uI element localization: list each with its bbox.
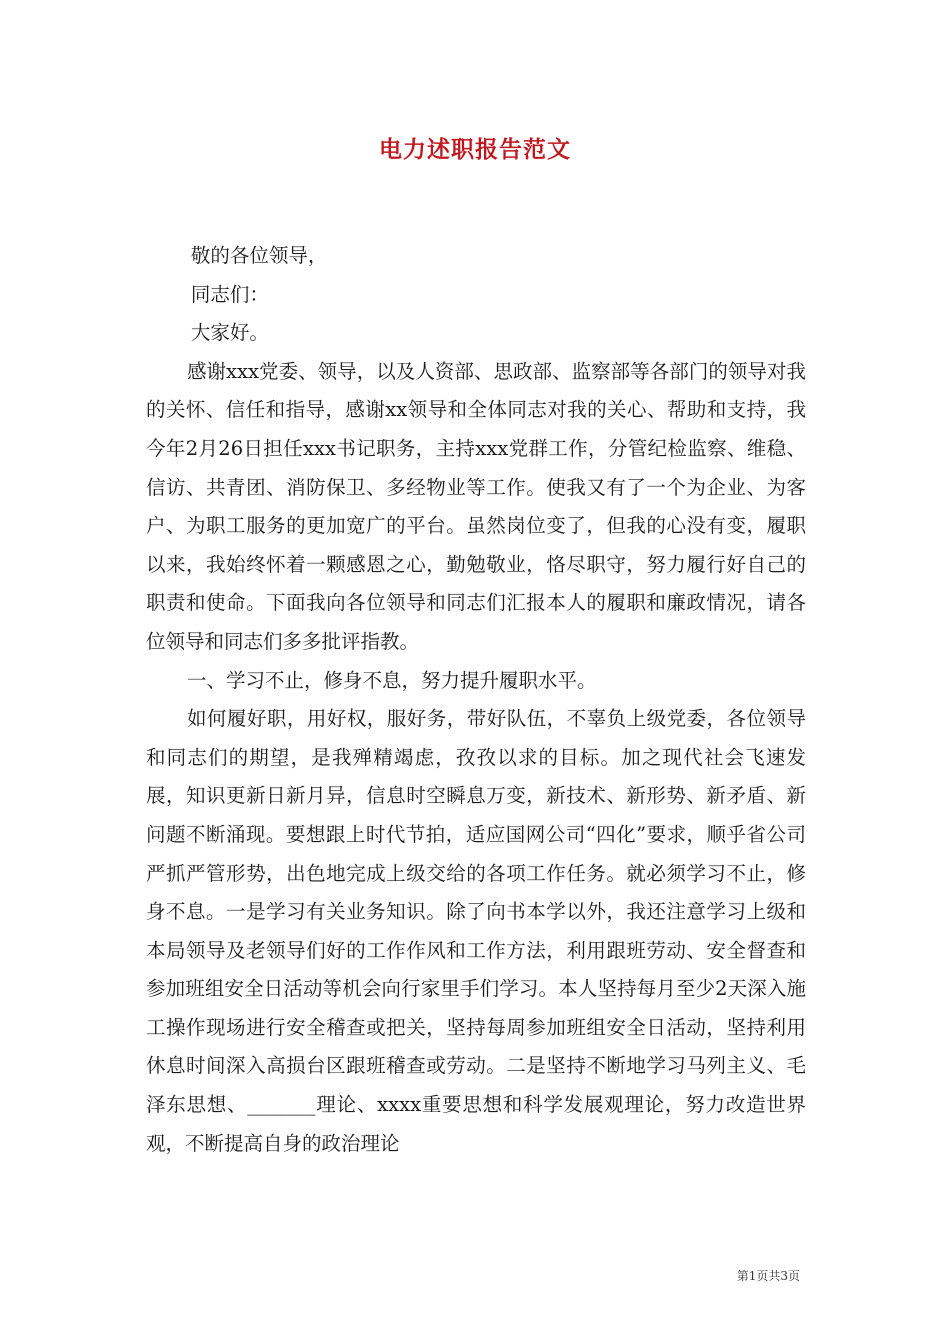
page-footer: 第1页共3页 xyxy=(736,1269,800,1283)
salutation-leaders: 敬的各位领导， xyxy=(190,244,328,267)
paragraph-thanks: 感谢xxx党委、领导，以及人资部、思政部、监察部等各部门的领导对我的关怀、信任和指导，感谢xx领导和全体同志对我的关心、帮助和支持，我今年2月26日担任xxx书记职务，主持xxx党群工作，分管纪检监察、维稳、信访、共青团、消防保卫、多经物业等工作。使我又有了一个为企业、为客户、为职工服务的更加宽广的平台。虽然岗位变了，但我的心没有变，履职以来，我始终怀着一颗感恩之心，勤勉敬业，恪尽职守，努力履行好自己的职责和使命。下面我向各位领导和同志们汇报本人的履职和廉政情况，请各位领导和同志们多多批评指教。 xyxy=(146,359,806,653)
document-body xyxy=(146,237,806,1163)
section-heading-1: 一、学习不止，修身不息，努力提升履职水平。 xyxy=(186,668,597,692)
paragraph-study: 如何履好职，用好权，服好务，带好队伍，不辜负上级党委，各位领导和同志们的期望，是我殚精竭虑，孜孜以求的目标。加之现代社会飞速发展，知识更新日新月异，信息时空瞬息万变，新技术、新形势、新矛盾、新问题不断涌现。要想跟上时代节拍，适应国网公司“四化”要求，顺乎省公司严抓严管形势，出色地完成上级交给的各项工作任务。就必须学习不止，修身不息。一是学习有关业务知识。除了向书本学以外，我还注意学习上级和本局领导及老领导们好的工作作风和工作方法，利用跟班劳动、安全督查和参加班组安全日活动等机会向行家里手们学习。本人坚持每月至少2天深入施工操作现场进行安全稽查或把关，坚持每周参加班组安全日活动，坚持利用休息时间深入高损台区跟班稽查或劳动。二是坚持不断地学习马列主义、毛泽东思想、_______理论、xxxx重要思想和科学发展观理论，努力改造世界观，不断提高自身的政治理论 xyxy=(146,707,806,1155)
document-title: 电力述职报告范文 xyxy=(379,136,571,163)
salutation-comrades: 同志们： xyxy=(190,282,269,306)
greeting: 大家好。 xyxy=(190,321,269,345)
